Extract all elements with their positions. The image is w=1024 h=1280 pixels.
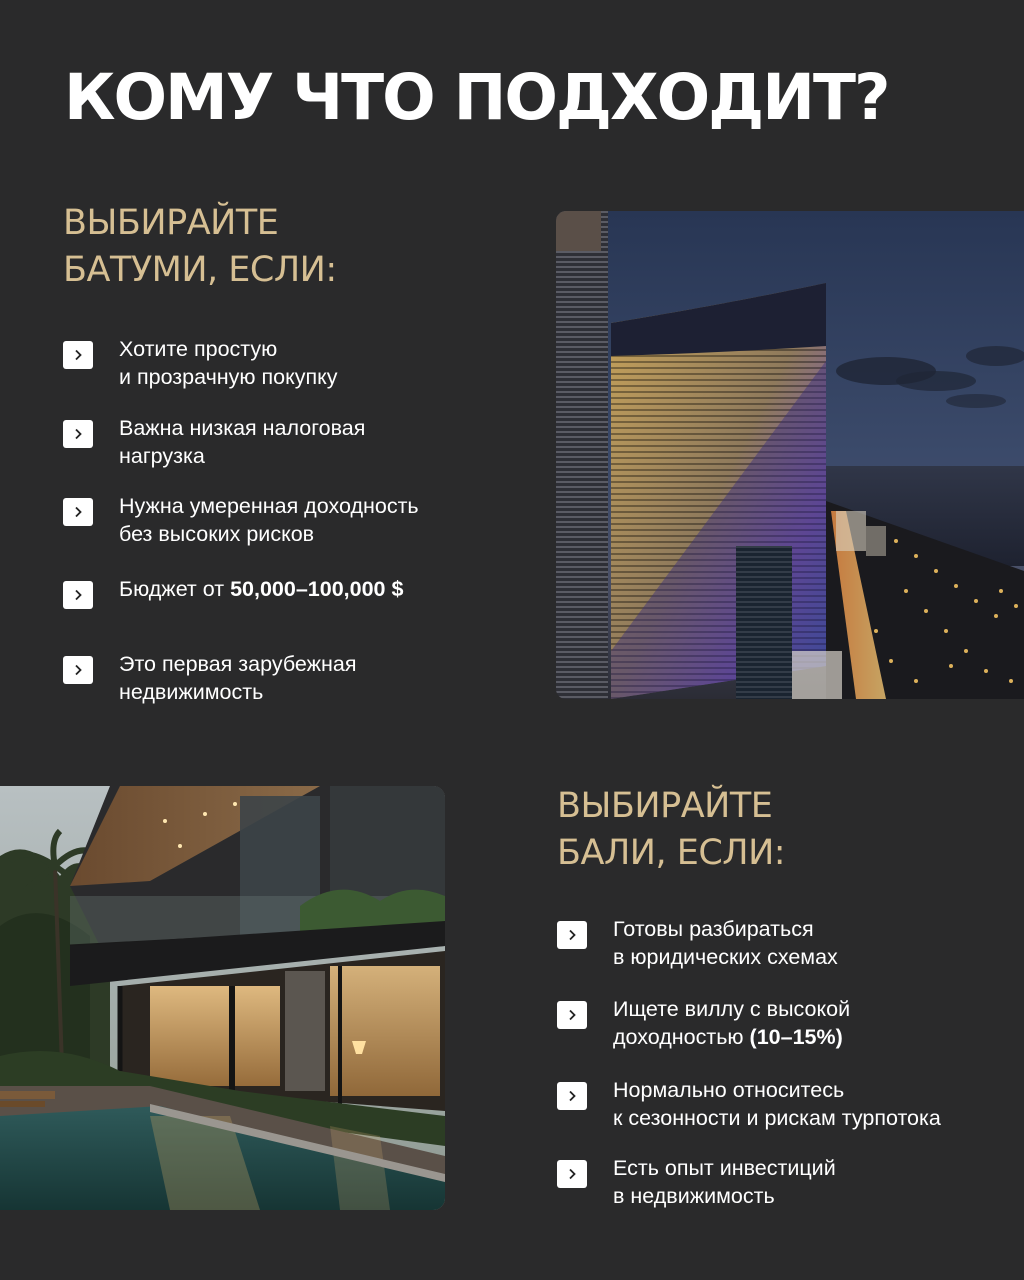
item-line: без высоких рисков (119, 522, 315, 546)
batumi-skyline-photo (556, 211, 1024, 699)
item-line: Это первая зарубежная (119, 652, 357, 676)
batumi-heading (63, 200, 337, 294)
chevron-right-icon (63, 656, 93, 684)
item-line (119, 575, 403, 603)
batumi-list-item (63, 650, 356, 706)
bali-item-text (613, 995, 850, 1051)
batumi-list-item (63, 335, 338, 391)
batumi-item-text (119, 575, 403, 603)
bali-list-item (557, 1076, 941, 1132)
batumi-heading-line2: БАТУМИ, ЕСЛИ: (63, 250, 337, 290)
item-line: Готовы разбираться (613, 917, 814, 941)
budget-amount: 50,000–100,000 $ (230, 577, 404, 601)
budget-prefix: Бюджет от (119, 577, 231, 601)
batumi-list-item (63, 492, 419, 548)
bali-heading-line1: ВЫБИРАЙТЕ (557, 786, 773, 826)
chevron-right-icon (557, 1082, 587, 1110)
bali-list-item (557, 995, 850, 1051)
item-line (613, 1023, 850, 1051)
item-line: нагрузка (119, 444, 205, 468)
bali-item-text (613, 1154, 836, 1210)
batumi-item-text (119, 492, 419, 548)
bali-villa-photo (0, 786, 445, 1210)
chevron-right-icon (63, 420, 93, 448)
batumi-heading-line1: ВЫБИРАЙТЕ (63, 203, 279, 243)
item-line: Важна низкая налоговая (119, 416, 366, 440)
chevron-right-icon (63, 581, 93, 609)
batumi-list-item (63, 575, 403, 609)
yield-percent: (10–15%) (749, 1025, 843, 1049)
chevron-right-icon (63, 341, 93, 369)
chevron-right-icon (557, 1001, 587, 1029)
item-line: Нужна умеренная доходность (119, 494, 419, 518)
item-line: Хотите простую (119, 337, 278, 361)
item-line: Ищете виллу с высокой (613, 997, 851, 1021)
batumi-list-item (63, 414, 365, 470)
item-line: в недвижимость (613, 1184, 775, 1208)
item-line: в юридических схемах (613, 945, 838, 969)
chevron-right-icon (557, 921, 587, 949)
bali-item-text (613, 915, 838, 971)
batumi-item-text (119, 335, 338, 391)
bali-heading-line2: БАЛИ, ЕСЛИ: (557, 833, 786, 873)
item-line: и прозрачную покупку (119, 365, 338, 389)
chevron-right-icon (63, 498, 93, 526)
batumi-item-text (119, 650, 356, 706)
yield-prefix: доходностью (613, 1025, 750, 1049)
batumi-item-text (119, 414, 365, 470)
item-line: к сезонности и рискам турпотока (613, 1106, 941, 1130)
item-line: Есть опыт инвестиций (613, 1156, 836, 1180)
bali-heading (557, 783, 785, 877)
bali-list-item (557, 915, 838, 971)
chevron-right-icon (557, 1160, 587, 1188)
page-title: КОМУ ЧТО ПОДХОДИТ? (64, 61, 889, 134)
item-line: Нормально относитесь (613, 1078, 845, 1102)
bali-item-text (613, 1076, 941, 1132)
bali-list-item (557, 1154, 836, 1210)
item-line: недвижимость (119, 680, 264, 704)
